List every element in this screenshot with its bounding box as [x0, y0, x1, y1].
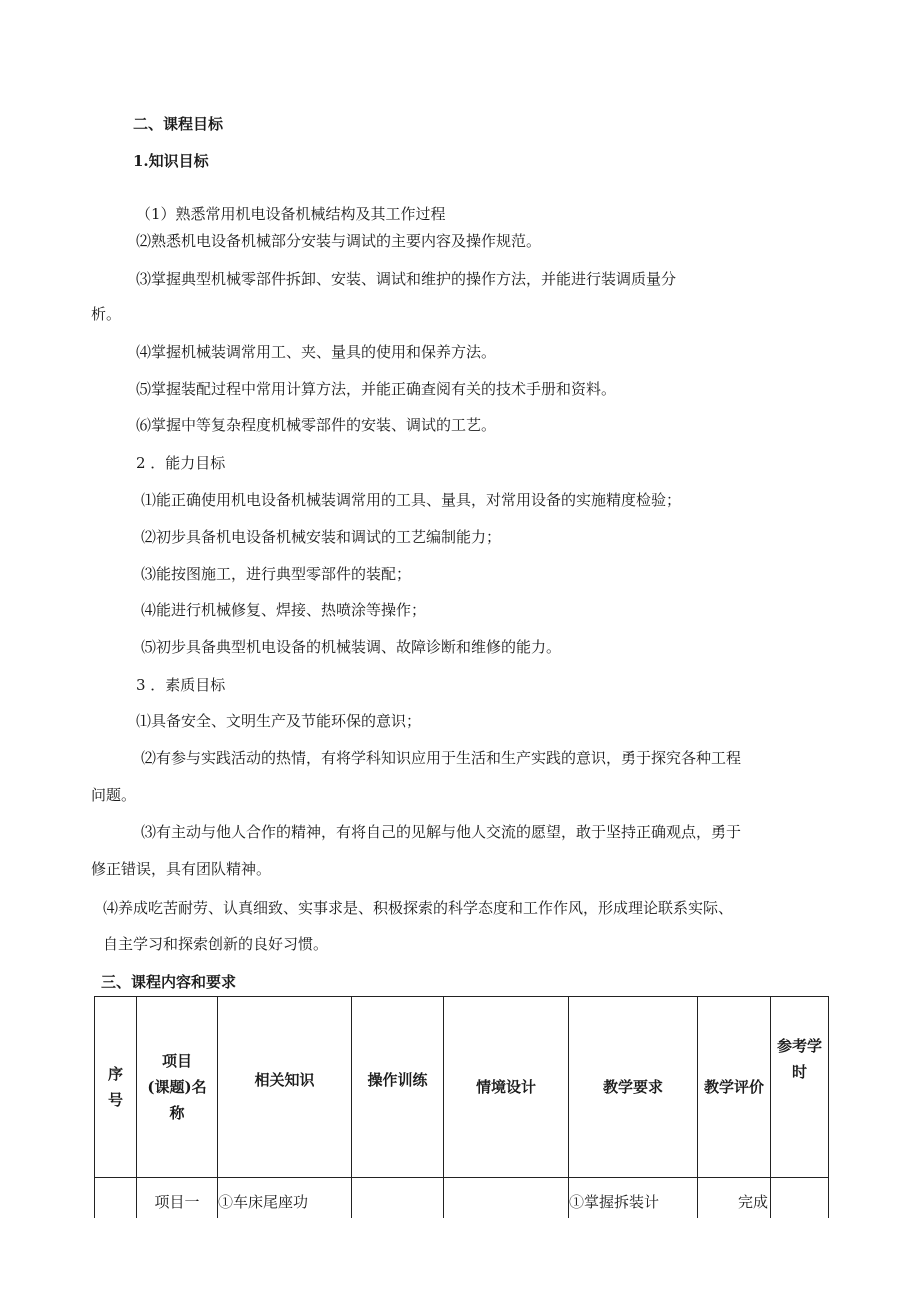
ability-item-4: ⑷能进行机械修复、焊接、热喷涂等操作； [141, 601, 427, 619]
header-project-line1: 项目 [161, 1052, 192, 1070]
quality-item-2-cont: 问题。 [91, 786, 137, 804]
knowledge-item-3: ⑶掌握典型机械零部件拆卸、安装、调试和维护的操作方法，并能进行装调质量分 [136, 270, 677, 288]
course-content-table [94, 996, 829, 1218]
row1-scenario [444, 1178, 569, 1219]
quality-item-1: ⑴具备安全、文明生产及节能环保的意识； [136, 712, 422, 730]
header-project [137, 997, 218, 1178]
header-scenario [444, 997, 569, 1178]
knowledge-item-3-cont: 析。 [91, 305, 122, 323]
knowledge-item-4: ⑷掌握机械装调常用工、夹、量具的使用和保养方法。 [136, 343, 497, 361]
header-hours-line1: 参考学 [776, 1037, 822, 1055]
row1-seq [95, 1178, 137, 1219]
header-evaluation-label: 教学评价 [703, 1078, 764, 1096]
quality-item-2: ⑵有参与实践活动的热情，有将学科知识应用于生活和生产实践的意识，勇于探究各种工程 [141, 749, 742, 767]
row1-training [352, 1178, 444, 1219]
knowledge-goals-title: 1.知识目标 [133, 152, 209, 170]
knowledge-item-6: ⑹掌握中等复杂程度机械零部件的安装、调试的工艺。 [136, 416, 497, 434]
row1-project: 项目一 [137, 1178, 218, 1219]
knowledge-item-2: ⑵熟悉机电设备机械部分安装与调试的主要内容及操作规范。 [136, 232, 542, 250]
quality-item-4: ⑷养成吃苦耐劳、认真细致、实事求是、积极探索的科学态度和工作作风，形成理论联系实际、 [103, 899, 734, 917]
header-hours [771, 997, 829, 1178]
ability-goals-title: 2 ．能力目标 [136, 454, 226, 472]
header-hours-line2: 时 [791, 1063, 807, 1081]
knowledge-item-5: ⑸掌握装配过程中常用计算方法，并能正确查阅有关的技术手册和资料。 [136, 380, 617, 398]
knowledge-item-1: （1）熟悉常用机电设备机械结构及其工作过程 [136, 205, 446, 223]
header-requirements [569, 997, 698, 1178]
row1-evaluation: 完成 [698, 1178, 771, 1219]
header-evaluation [698, 997, 771, 1178]
header-training [352, 997, 444, 1178]
header-project-line3: 称 [169, 1104, 185, 1122]
table-row [95, 1178, 829, 1219]
ability-item-1: ⑴能正确使用机电设备机械装调常用的工具、量具，对常用设备的实施精度检验； [141, 491, 682, 509]
quality-item-3-cont: 修正错误，具有团队精神。 [91, 860, 272, 878]
header-seq-line1: 序 [107, 1065, 123, 1083]
header-training-label: 操作训练 [367, 1071, 428, 1089]
row1-hours [771, 1178, 829, 1219]
ability-item-3: ⑶能按图施工，进行典型零部件的装配； [141, 565, 412, 583]
table-header-row [95, 997, 829, 1178]
header-seq-line2: 号 [107, 1091, 123, 1109]
section2-heading: 二、课程目标 [133, 115, 224, 133]
section3-heading: 三、课程内容和要求 [101, 973, 237, 991]
quality-item-3: ⑶有主动与他人合作的精神，有将自己的见解与他人交流的愿望，敢于坚持正确观点，勇于 [141, 823, 742, 841]
header-seq [95, 997, 137, 1178]
quality-item-4-cont: 自主学习和探索创新的良好习惯。 [103, 935, 329, 953]
header-knowledge-label: 相关知识 [254, 1071, 315, 1089]
ability-item-2: ⑵初步具备机电设备机械安装和调试的工艺编制能力； [141, 528, 502, 546]
header-project-line2: (课题)名 [147, 1078, 207, 1096]
row1-requirements: ①掌握拆装计 [569, 1178, 698, 1219]
header-scenario-label: 情境设计 [475, 1078, 536, 1096]
row1-knowledge: ①车床尾座功 [218, 1178, 352, 1219]
ability-item-5: ⑸初步具备典型机电设备的机械装调、故障诊断和维修的能力。 [141, 638, 562, 656]
quality-goals-title: 3 ．素质目标 [136, 676, 226, 694]
header-knowledge [218, 997, 352, 1178]
header-requirements-label: 教学要求 [602, 1078, 663, 1096]
